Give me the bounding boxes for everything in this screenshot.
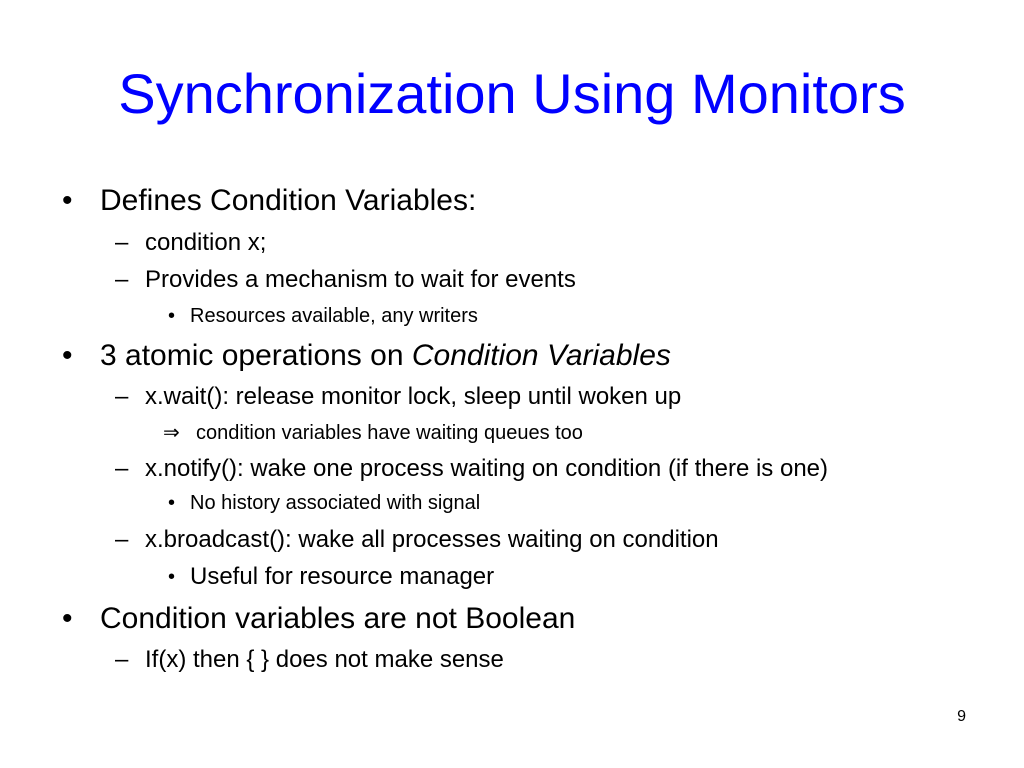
- bullet-marker: •: [62, 339, 73, 372]
- sub-bullet-text: x.wait(): release monitor lock, sleep until woken up: [145, 383, 682, 410]
- sub-bullet-text: If(x) then { } does not make sense: [145, 646, 504, 673]
- bullet-marker: •: [62, 184, 73, 217]
- dash-marker: –: [115, 229, 129, 256]
- bullet-marker: •: [62, 602, 73, 635]
- bullet-marker: •: [168, 566, 176, 588]
- implies-arrow-icon: ⇒: [163, 422, 180, 444]
- dash-marker: –: [115, 646, 129, 673]
- sub-bullet-text: Provides a mechanism to wait for events: [145, 266, 576, 293]
- sub-bullet-text: x.broadcast(): wake all processes waiting on condition: [145, 526, 719, 553]
- sub-bullet-text: condition x;: [145, 229, 267, 256]
- sub-sub-bullet-text: No history associated with signal: [190, 492, 481, 514]
- sub-sub-bullet-text: condition variables have waiting queues too: [196, 422, 583, 444]
- sub-sub-bullet-text: Resources available, any writers: [190, 305, 478, 327]
- bullet-text: [100, 339, 671, 373]
- bullet-text-prefix: 3 atomic operations on: [100, 339, 412, 372]
- dash-marker: –: [115, 383, 129, 410]
- sub-bullet-text: x.notify(): wake one process waiting on condition (if there is one): [145, 455, 829, 482]
- bullet-marker: •: [168, 492, 176, 514]
- dash-marker: –: [115, 455, 129, 482]
- slide-title: Synchronization Using Monitors: [118, 62, 906, 125]
- bullet-text: Defines Condition Variables:: [100, 184, 477, 217]
- bullet-text: Condition variables are not Boolean: [100, 602, 576, 635]
- dash-marker: –: [115, 266, 129, 293]
- dash-marker: –: [115, 526, 129, 553]
- bullet-marker: •: [168, 305, 176, 327]
- sub-sub-bullet-text: Useful for resource manager: [190, 563, 495, 590]
- page-number: 9: [957, 708, 966, 725]
- bullet-text-emphasis: Condition Variables: [411, 339, 671, 372]
